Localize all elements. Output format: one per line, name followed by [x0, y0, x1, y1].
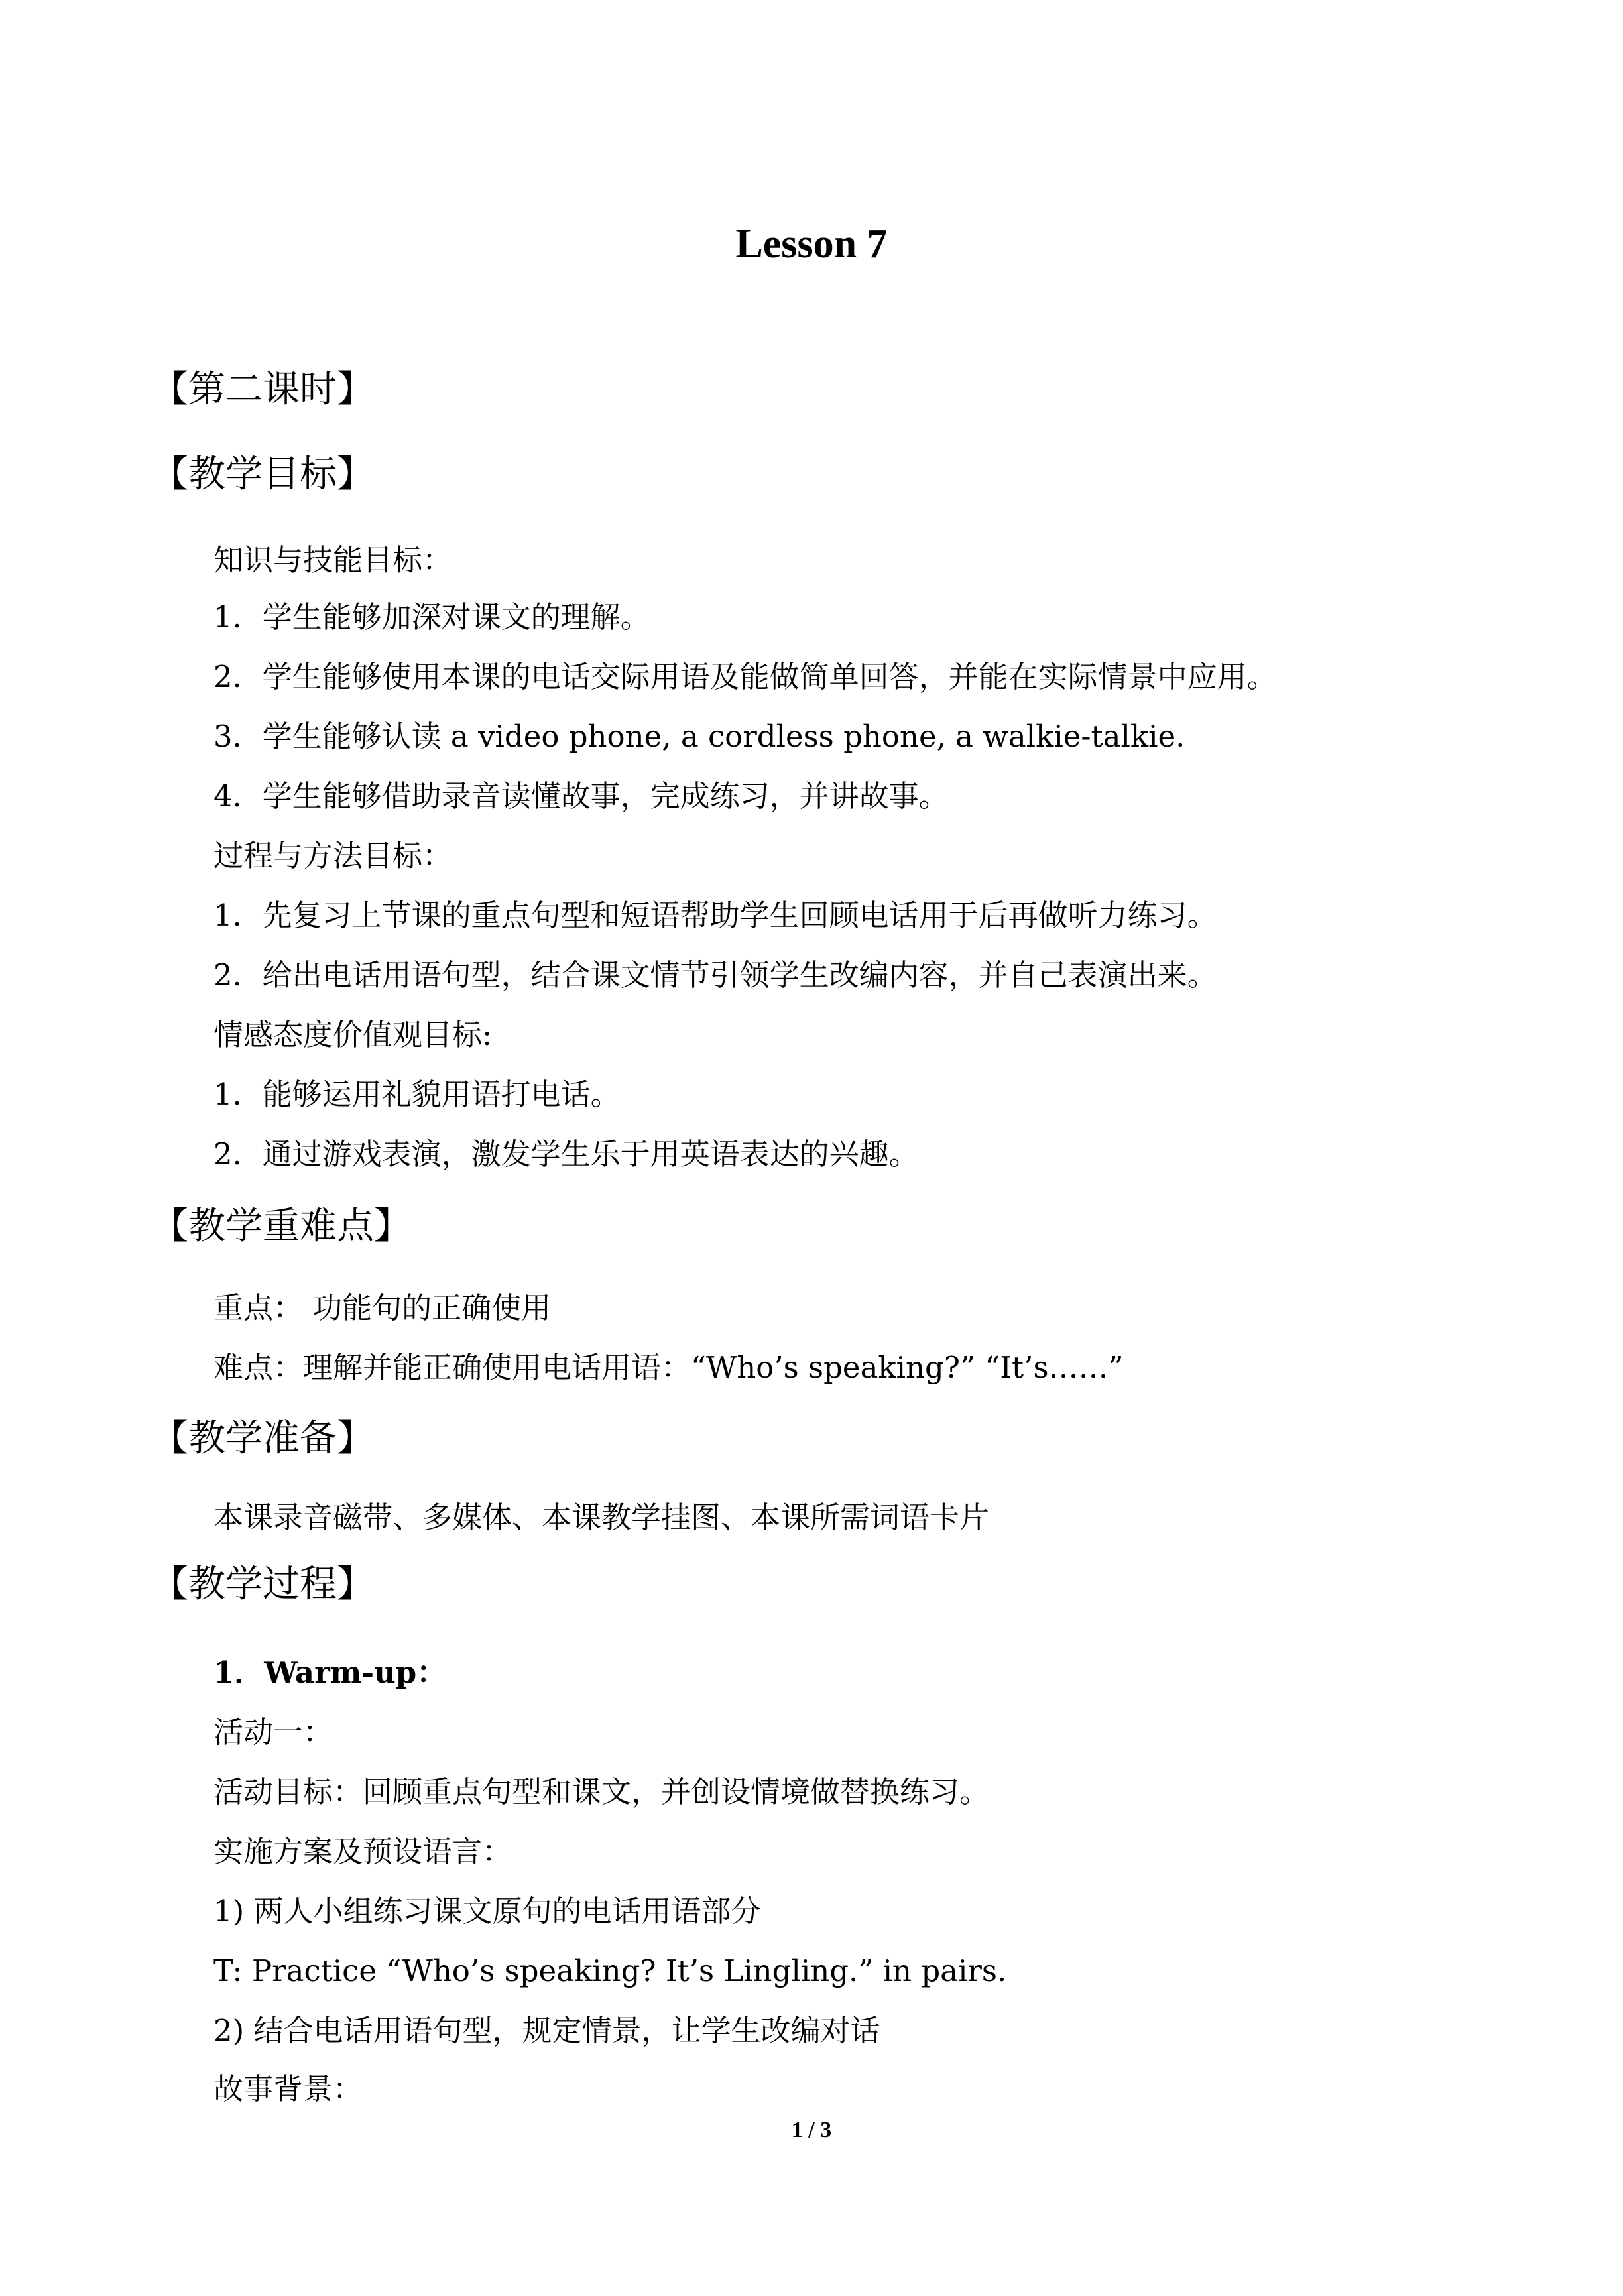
- story-background: 故事背景：: [213, 2071, 363, 2106]
- knowledge-item-3: 3．学生能够认读 a video phone, a cordless phone, a walkie-talkie.: [213, 719, 1185, 754]
- knowledge-item-1: 1．学生能够加深对课文的理解。: [213, 599, 650, 634]
- section-heading-period: 【第二课时】: [151, 368, 374, 411]
- page-number: 1 / 3: [791, 2118, 832, 2142]
- process-item-1: 1．先复习上节课的重点句型和短语帮助学生回顾电话用于后再做听力练习。: [213, 898, 1217, 933]
- activity-item-1: 1) 两人小组练习课文原句的电话用语部分: [213, 1894, 761, 1929]
- section-heading-objectives: 【教学目标】: [151, 453, 374, 496]
- page-title: Lesson 7: [735, 221, 888, 267]
- teacher-instruction: T: Practice “Who’s speaking? It’s Lingling.” in pairs.: [213, 1953, 1007, 1988]
- section-heading-preparation: 【教学准备】: [151, 1417, 374, 1460]
- knowledge-skills-heading: 知识与技能目标：: [213, 542, 453, 577]
- knowledge-item-4: 4．学生能够借助录音读懂故事，完成练习，并讲故事。: [213, 778, 949, 814]
- emotion-item-1: 1．能够运用礼貌用语打电话。: [213, 1077, 621, 1112]
- emotion-values-heading: 情感态度价值观目标:: [213, 1017, 493, 1052]
- preparation-materials: 本课录音磁带、多媒体、本课教学挂图、本课所需词语卡片: [213, 1500, 990, 1535]
- process-item-2: 2．给出电话用语句型，结合课文情节引领学生改编内容，并自己表演出来。: [213, 957, 1217, 993]
- activity-one-label: 活动一：: [213, 1715, 333, 1750]
- key-point-focus: 重点： 功能句的正确使用: [213, 1290, 552, 1325]
- activity-item-2: 2) 结合电话用语句型，规定情景，让学生改编对话: [213, 2013, 880, 2048]
- activity-goal: 活动目标：回顾重点句型和课文，并创设情境做替换练习。: [213, 1774, 990, 1809]
- process-step-warm-up: 1．Warm-up：: [213, 1655, 447, 1690]
- key-point-difficulty: 难点：理解并能正确使用电话用语：“Who’s speaking?” “It’s……”: [213, 1350, 1124, 1385]
- process-methods-heading: 过程与方法目标：: [213, 838, 453, 873]
- activity-plan: 实施方案及预设语言：: [213, 1834, 512, 1869]
- knowledge-item-2: 2．学生能够使用本课的电话交际用语及能做简单回答，并能在实际情景中应用。: [213, 659, 1277, 694]
- section-heading-key-points: 【教学重难点】: [151, 1205, 411, 1248]
- section-heading-process: 【教学过程】: [151, 1563, 374, 1606]
- emotion-item-2: 2．通过游戏表演，激发学生乐于用英语表达的兴趣。: [213, 1136, 919, 1172]
